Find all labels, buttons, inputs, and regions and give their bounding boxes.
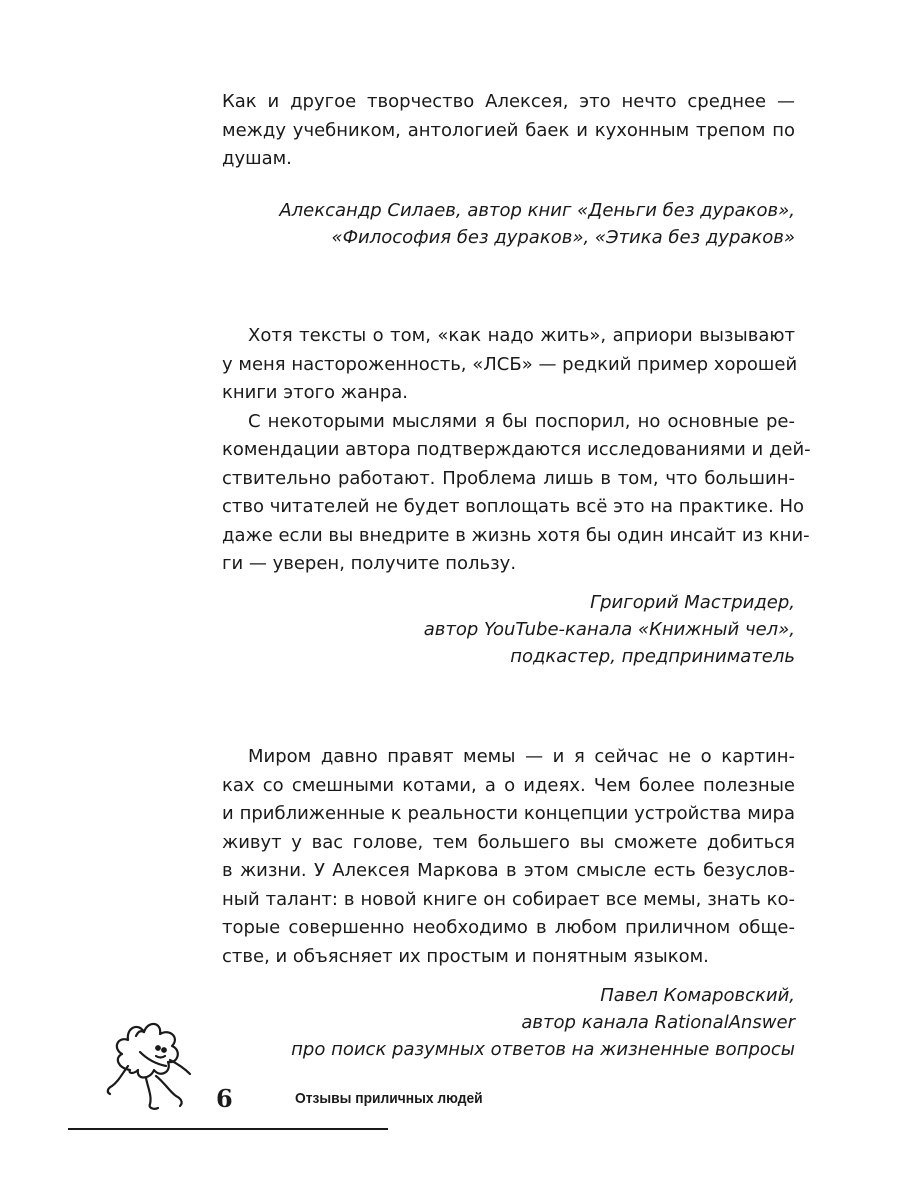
attribution-line: Павел Комаровский, [600,985,795,1006]
review-2-attribution [235,589,795,670]
text-line: и приближенные к реальности концепции устройства мира [222,803,795,824]
attribution-line: подкастер, предприниматель [510,646,795,667]
attribution-line: автор YouTube-канала «Книжный чел», [423,619,795,640]
review-3-text [222,743,795,971]
text-line: книги этого жанра. [222,382,408,403]
text-line: Миром давно правят мемы — и я сейчас не о картин- [248,746,795,767]
text-line: Хотя тексты о том, «как надо жить», априори вызывают [248,325,795,346]
text-line: ствительно работают. Проблема лишь в том, что большин- [222,467,795,489]
text-line: ство читателей не будет воплощать всё это на практике. Но [222,496,805,517]
attribution-line: Григорий Мастридер, [590,592,795,613]
review-2-text [222,322,811,579]
text-line: ный талант: в новой книге он собирает все мемы, знать ко- [222,888,795,910]
text-line: С некоторыми мыслями я бы поспорил, но основные ре- [248,410,795,432]
review-1-attribution [235,197,795,251]
text-line: торые совершенно необходимо в любом приличном обще- [222,917,795,938]
review-3-attribution [235,982,795,1063]
page-number: 6 [216,1084,232,1113]
running-title: Отзывы приличных людей [295,1090,483,1107]
text-line: Как и другое творчество Алексея, это нечто среднее — [222,91,795,112]
text-line: комендации автора подтверждаются исследованиями и дей- [222,439,811,460]
text-line: душам. [222,148,292,169]
attribution-line: «Философия без дураков», «Этика без дураков» [331,227,795,248]
review-2-paragraph-2 [222,408,811,579]
attribution-line: автор канала RationalAnswer [521,1012,795,1033]
review-3-paragraph-1 [222,743,795,971]
footer-divider [68,1128,388,1130]
text-line: живут у вас голове, тем большего вы сможете добиться [222,831,795,853]
text-line: даже если вы внедрите в жизнь хотя бы один инсайт из кни- [222,524,810,546]
text-line: ги — уверен, получите пользу. [222,553,517,574]
text-line: в жизни. У Алексея Маркова в этом смысле есть безуслов- [222,860,795,881]
review-1-paragraph-1 [222,88,795,174]
text-line: у меня настороженность, «ЛСБ» — редкий пример хорошей [222,353,798,375]
text-line: ках со смешными котами, а о идеях. Чем более полезные [222,774,795,796]
text-line: стве, и объясняет их простым и понятным языком. [222,945,709,967]
running-leaf-mascot-icon [100,1008,200,1120]
attribution-line: Александр Силаев, автор книг «Деньги без дураков», [279,200,795,221]
text-line: между учебником, антологией баек и кухонным трепом по [222,119,795,141]
attribution-line: про поиск разумных ответов на жизненные вопросы [291,1039,795,1060]
review-1-text [222,88,795,174]
review-2-paragraph-1 [222,322,798,408]
